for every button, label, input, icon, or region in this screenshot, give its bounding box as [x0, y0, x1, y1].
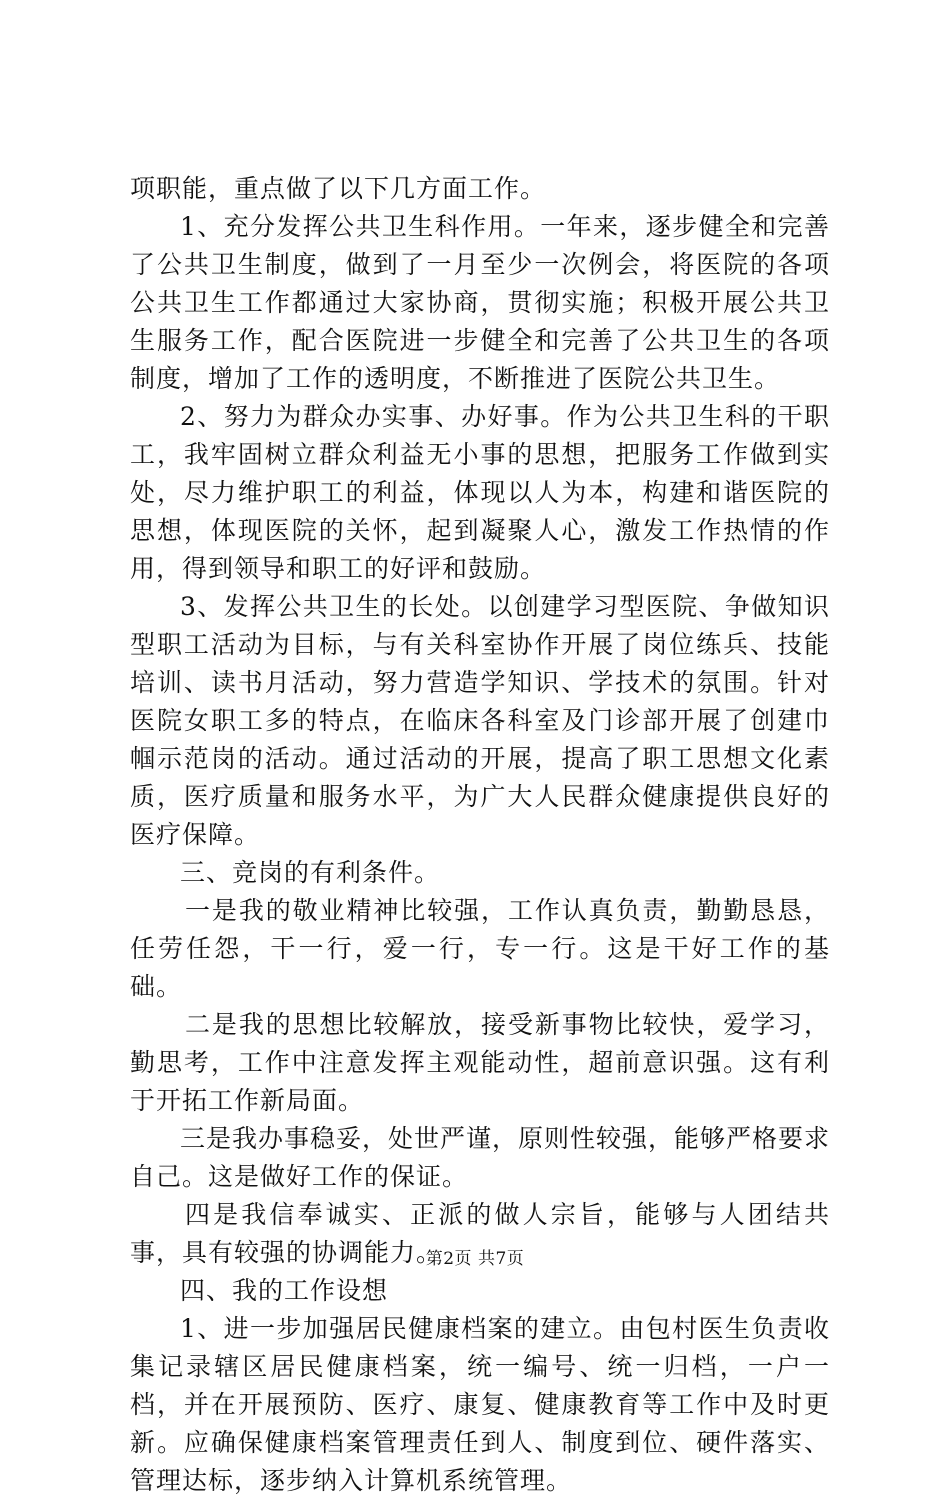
paragraph-condition-3: 三是我办事稳妥，处世严谨，原则性较强，能够严格要求自己。这是做好工作的保证。	[130, 1124, 831, 1191]
paragraph-item-1: 1、充分发挥公共卫生科作用。一年来，逐步健全和完善了公共卫生制度，做到了一月至少一次例会，将医院的各项公共卫生工作都通过大家协商，贯彻实施；积极开展公共卫生服务工作，配合医院进一步健全和完善了公共卫生的各项制度，增加了工作的透明度，不断推进了医院公共卫生。	[130, 212, 830, 393]
paragraph-plan-1: 1、进一步加强居民健康档案的建立。由包村医生负责收集记录辖区居民健康档案，统一编号、统一归档，一户一档，并在开展预防、医疗、康复、健康教育等工作中及时更新。应确保健康档案管理责任到人、制度到位、硬件落实、管理达标，逐步纳入计算机系统管理。	[130, 1314, 830, 1495]
section-heading-3: 三、竞岗的有利条件。	[180, 858, 441, 887]
paragraph-item-3: 3、发挥公共卫生的长处。以创建学习型医院、争做知识型职工活动为目标，与有关科室协作开展了岗位练兵、技能培训、读书月活动，努力营造学知识、学技术的氛围。针对医院女职工多的特点，在临床各科室及门诊部开展了创建巾帼示范岗的活动。通过活动的开展，提高了职工思想文化素质，医疗质量和服务水平，为广大人民群众健康提供良好的医疗保障。	[130, 592, 830, 849]
section-heading-4: 四、我的工作设想	[180, 1276, 389, 1305]
document-body	[130, 170, 830, 1500]
paragraph-continuation: 项职能，重点做了以下几方面工作。	[130, 174, 547, 203]
paragraph-condition-2: 二是我的思想比较解放，接受新事物比较快，爱学习，勤思考，工作中注意发挥主观能动性，超前意识强。这有利于开拓工作新局面。	[130, 1010, 830, 1115]
page-number-footer: 第2页 共7页	[425, 1249, 525, 1269]
paragraph-condition-4: 四是我信奉诚实、正派的做人宗旨，能够与人团结共事，具有较强的协调能力。	[130, 1200, 830, 1267]
paragraph-item-2: 2、努力为群众办实事、办好事。作为公共卫生科的干职工，我牢固树立群众利益无小事的思想，把服务工作做到实处，尽力维护职工的利益，体现以人为本，构建和谐医院的思想，体现医院的关怀，起到凝聚人心，激发工作热情的作用，得到领导和职工的好评和鼓励。	[130, 402, 830, 583]
paragraph-condition-1: 一是我的敬业精神比较强，工作认真负责，勤勤恳恳，任劳任怨，干一行，爱一行，专一行。这是干好工作的基础。	[130, 896, 830, 1001]
